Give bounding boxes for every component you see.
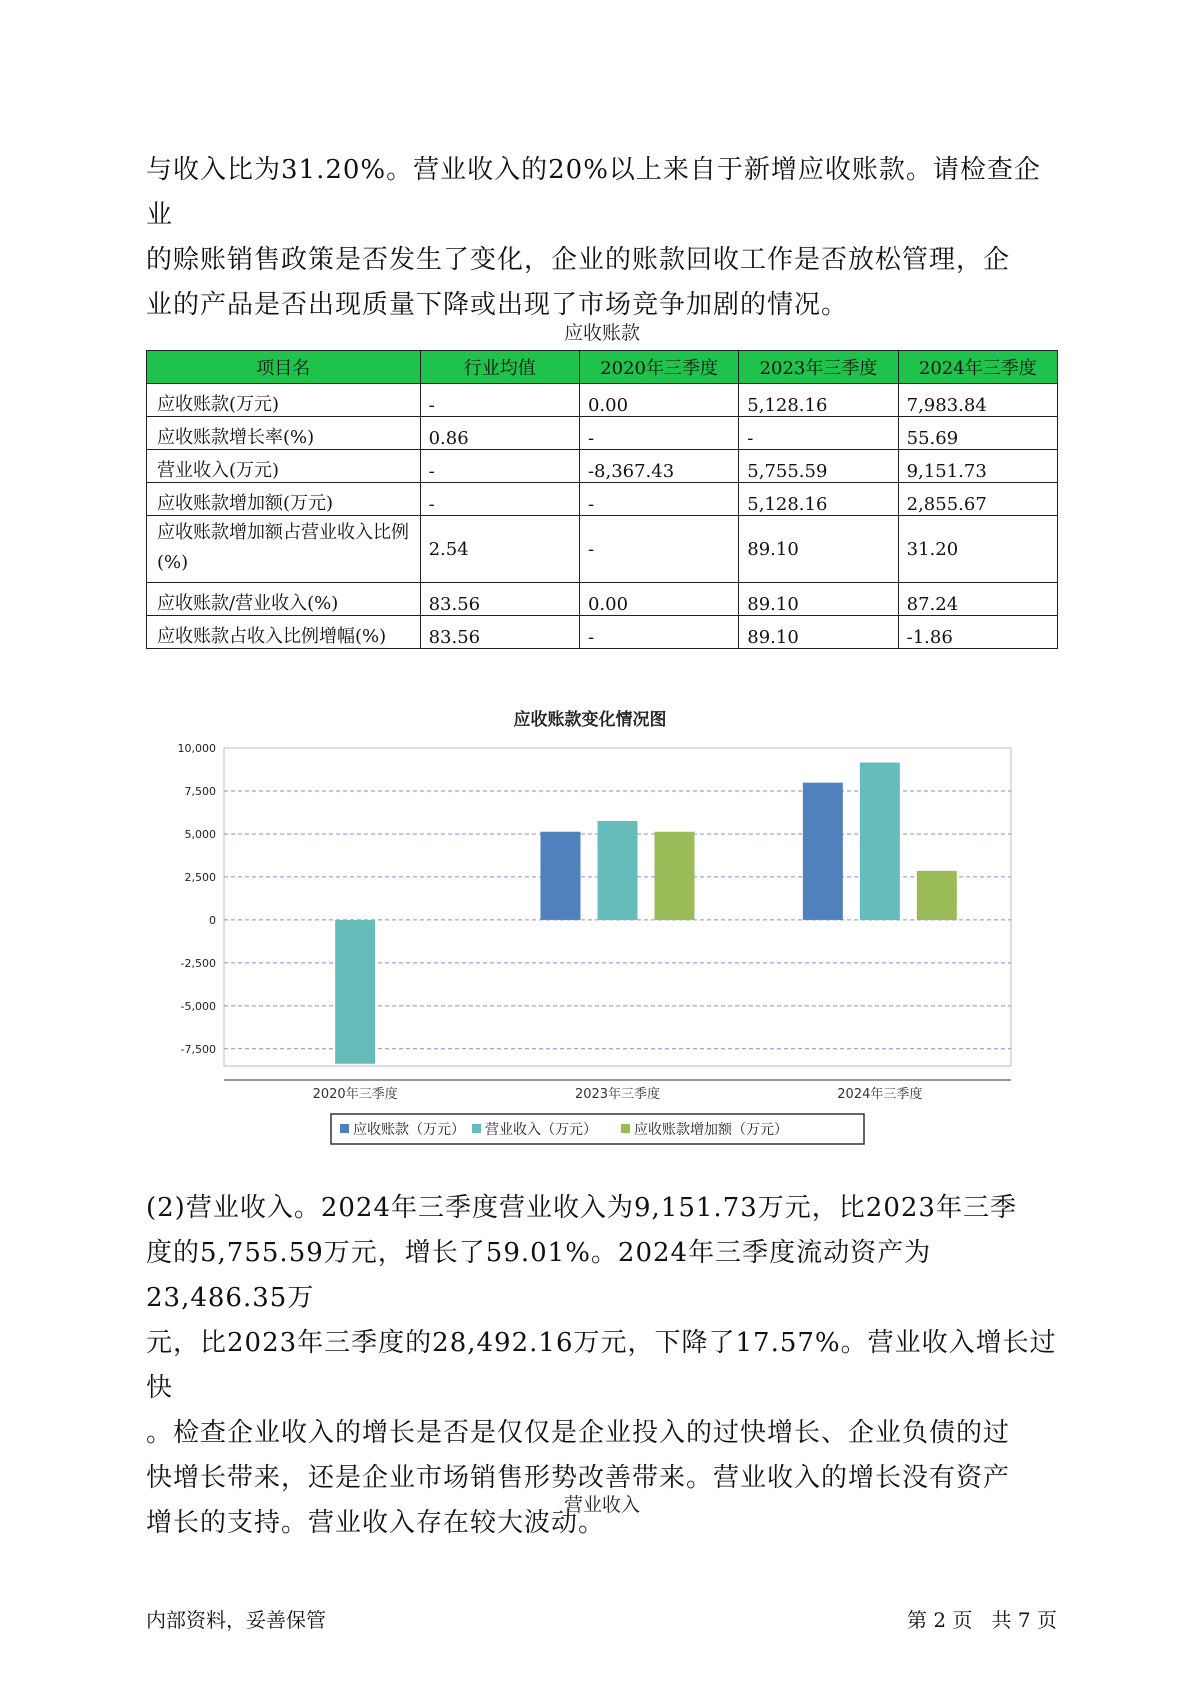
text-line: 度的5,755.59万元，增长了59.01%。2024年三季度流动资产为23,486.35万 [146, 1238, 932, 1313]
table-cell: 89.10 [739, 583, 898, 616]
bar [598, 821, 638, 920]
table-cell: 9,151.73 [898, 450, 1057, 483]
row-label: 应收账款增长率(%) [147, 417, 421, 450]
x-axis-ticks [313, 1086, 923, 1102]
row-label: 应收账款增加额(万元) [147, 483, 421, 516]
table-cell: 87.24 [898, 583, 1057, 616]
x-tick-label: 2023年三季度 [574, 1087, 661, 1102]
y-tick-label: -5,000 [180, 999, 216, 1013]
text-line: 快增长带来，还是企业市场销售形势改善带来。营业收入的增长没有资产 [146, 1463, 1011, 1493]
text-line: 元，比2023年三季度的28,492.16万元，下降了17.57%。营业收入增长过快 [146, 1328, 1057, 1403]
table-row [147, 417, 1058, 450]
table-row [147, 583, 1058, 616]
y-tick-label: 5,000 [184, 827, 216, 841]
table-cell: - [579, 516, 738, 583]
legend [340, 1121, 788, 1138]
legend-swatch [472, 1124, 481, 1133]
table-row [147, 483, 1058, 516]
table-row [147, 384, 1058, 417]
bar [860, 763, 900, 920]
text-line: 与收入比为31.20%。营业收入的20%以上来自于新增应收账款。请检查企业 [146, 155, 1041, 230]
y-tick-label: 0 [209, 913, 216, 927]
row-label: 应收账款(万元) [147, 384, 421, 417]
legend-swatch [340, 1124, 349, 1133]
table-cell: 89.10 [739, 516, 898, 583]
table-row [147, 450, 1058, 483]
text-line: 业的产品是否出现质量下降或出现了市场竞争加剧的情况。 [146, 290, 849, 320]
table-cell: 83.56 [420, 583, 579, 616]
column-header: 项目名 [147, 351, 421, 384]
chart-title: 应收账款变化情况图 [513, 710, 667, 730]
paragraph-receivables-analysis [146, 148, 1060, 328]
table-cell: - [579, 483, 738, 516]
text-line: 增长的支持。营业收入存在较大波动。 [146, 1508, 606, 1538]
row-label: 应收账款占收入比例增幅(%) [147, 616, 421, 649]
table-cell: 0.86 [420, 417, 579, 450]
row-label: 应收账款/营业收入(%) [147, 583, 421, 616]
bar [655, 832, 695, 920]
bar [335, 920, 375, 1064]
legend-swatch [621, 1124, 630, 1133]
table-cell: 7,983.84 [898, 384, 1057, 417]
table-row [147, 516, 1058, 583]
x-tick-label: 2024年三季度 [837, 1087, 923, 1102]
table-header-row [147, 351, 1058, 384]
footer-confidential-note: 内部资料，妥善保管 [146, 1608, 326, 1632]
y-axis-ticks [178, 742, 217, 1056]
y-tick-label: -2,500 [180, 956, 216, 970]
table-cell: 55.69 [898, 417, 1057, 450]
table-cell: - [579, 616, 738, 649]
table-cell: - [420, 483, 579, 516]
table-cell: 0.00 [579, 583, 738, 616]
table-cell: - [420, 384, 579, 417]
table-cell: 89.10 [739, 616, 898, 649]
footer-page-number: 第 2 页 共 7 页 [907, 1608, 1057, 1632]
table-cell: - [420, 450, 579, 483]
bar [541, 832, 581, 920]
y-tick-label: 7,500 [184, 784, 216, 798]
table-cell: - [579, 417, 738, 450]
x-tick-label: 2020年三季度 [312, 1087, 398, 1102]
table-cell: -1.86 [898, 616, 1057, 649]
y-tick-label: -7,500 [180, 1042, 216, 1056]
table-cell: 5,755.59 [739, 450, 898, 483]
table-cell: 83.56 [420, 616, 579, 649]
y-tick-label: 2,500 [184, 870, 216, 884]
text-line: (2)营业收入。2024年三季度营业收入为9,151.73万元，比2023年三季 [146, 1193, 1017, 1223]
table-caption: 应收账款 [563, 322, 640, 344]
chart-svg [150, 700, 1030, 1160]
table-row [147, 616, 1058, 649]
table-cell: -8,367.43 [579, 450, 738, 483]
table-cell: 2,855.67 [898, 483, 1057, 516]
receivables-change-chart [150, 700, 1030, 1160]
table-cell: - [739, 417, 898, 450]
row-label: 营业收入(万元) [147, 450, 421, 483]
revenue-caption: 营业收入 [563, 1494, 640, 1516]
receivables-table [146, 350, 1058, 649]
text-line: 。检查企业收入的增长是否是仅仅是企业投入的过快增长、企业负债的过 [146, 1418, 1011, 1448]
column-header: 2024年三季度 [898, 351, 1057, 384]
text-line: 的赊账销售政策是否发生了变化，企业的账款回收工作是否放松管理，企 [146, 245, 1011, 275]
column-header: 行业均值 [420, 351, 579, 384]
legend-label: 应收账款（万元） [353, 1122, 465, 1138]
legend-label: 营业收入（万元） [485, 1122, 597, 1138]
column-header: 2020年三季度 [579, 351, 738, 384]
table-cell: 5,128.16 [739, 384, 898, 417]
y-tick-label: 10,000 [177, 742, 216, 755]
bar [803, 783, 843, 920]
table-cell: 2.54 [420, 516, 579, 583]
table-cell: 5,128.16 [739, 483, 898, 516]
table-cell: 0.00 [579, 384, 738, 417]
legend-label: 应收账款增加额（万元） [634, 1122, 788, 1138]
column-header: 2023年三季度 [739, 351, 898, 384]
row-label: 应收账款增加额占营业收入比例(%) [147, 516, 421, 583]
bar [917, 871, 957, 920]
table-cell: 31.20 [898, 516, 1057, 583]
